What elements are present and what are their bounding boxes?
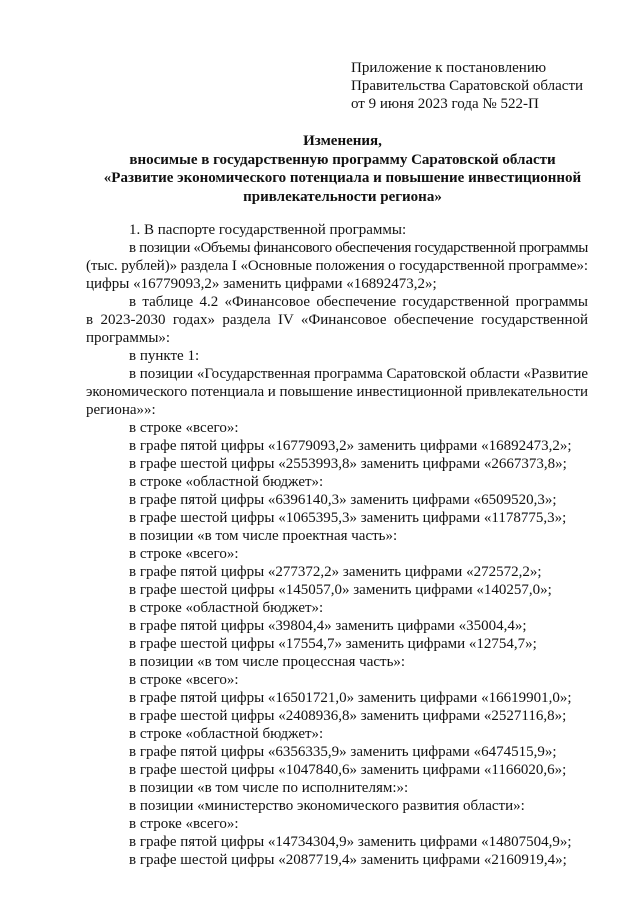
approval-line: Приложение к постановлению (351, 60, 547, 76)
approval-line: Правительства Саратовской области (351, 78, 584, 94)
text-line: в пункте 1: (129, 348, 200, 364)
title-line: «Развитие экономического потенциала и повышение инвестиционной (103, 170, 582, 186)
text-line: в строке «областной бюджет»: (129, 726, 324, 742)
text-line: в графе шестой цифры «2408936,8» заменить цифрами «2527116,8»; (129, 708, 567, 724)
title-line: привлекательности региона» (243, 188, 442, 205)
title-line: Изменения, (303, 133, 382, 149)
text-line: в графе шестой цифры «2553993,8» заменить цифрами «2667373,8»; (129, 456, 567, 472)
text-line: в строке «всего»: (129, 420, 239, 436)
text-line: в графе пятой цифры «16501721,0» заменить цифрами «16619901,0»; (129, 690, 572, 706)
text-line: в строке «областной бюджет»: (129, 600, 324, 616)
text-line: в графе пятой цифры «6356335,9» заменить цифрами «6474515,9»; (129, 744, 557, 760)
text-line: в позиции «Объемы финансового обеспечения государственной программы (129, 240, 588, 256)
text-line: в позиции «в том числе процессная часть»: (129, 654, 406, 670)
text-line: в графе пятой цифры «6396140,3» заменить цифрами «6509520,3»; (129, 492, 557, 508)
text-line: в графе пятой цифры «277372,2» заменить цифрами «272572,2»; (129, 564, 542, 580)
text-line: в таблице 4.2 «Финансовое обеспечение государственной программы (129, 294, 588, 310)
text-line: в позиции «министерство экономического развития области»: (129, 798, 525, 814)
text-line: в строке «областной бюджет»: (129, 474, 324, 490)
document-body (86, 221, 588, 869)
text-line: в графе шестой цифры «1047840,6» заменить цифрами «1166020,6»; (129, 762, 567, 778)
text-line: в графе пятой цифры «16779093,2» заменить цифрами «16892473,2»; (129, 438, 572, 454)
text-line: региона»»: (86, 402, 156, 418)
text-line: в 2023-2030 годах» раздела IV «Финансовое обеспечение государственной (86, 312, 588, 328)
text-line: в графе шестой цифры «145057,0» заменить цифрами «140257,0»; (129, 582, 552, 598)
text-line: в строке «всего»: (129, 546, 239, 562)
text-line: программы»: (86, 330, 171, 346)
text-line: 1. В паспорте государственной программы: (129, 222, 407, 238)
text-line: экономического потенциала и повышение инвестиционной привлекательности (86, 384, 588, 400)
title-line: вносимые в государственную программу Саратовской области (129, 151, 556, 168)
text-line: в графе пятой цифры «14734304,9» заменить цифрами «14807504,9»; (129, 834, 572, 850)
text-line: в графе шестой цифры «2087719,4» заменить цифрами «2160919,4»; (129, 852, 567, 868)
text-line: в строке «всего»: (129, 816, 239, 832)
text-line: цифры «16779093,2» заменить цифрами «16892473,2»; (86, 276, 437, 292)
approval-line: от 9 июня 2023 года № 522-П (351, 96, 539, 112)
text-line: в строке «всего»: (129, 672, 239, 688)
text-line: в позиции «в том числе по исполнителям:»: (129, 780, 409, 796)
text-line: в графе пятой цифры «39804,4» заменить цифрами «35004,4»; (129, 618, 527, 634)
approval-block (351, 59, 583, 113)
text-line: (тыс. рублей)» раздела I «Основные положения о государственной программе»: (86, 258, 588, 274)
text-line: в позиции «Государственная программа Саратовской области «Развитие (129, 366, 588, 382)
text-line: в позиции «в том числе проектная часть»: (129, 528, 398, 544)
text-line: в графе шестой цифры «17554,7» заменить цифрами «12754,7»; (129, 636, 537, 652)
text-line: в графе шестой цифры «1065395,3» заменить цифрами «1178775,3»; (129, 510, 567, 526)
document-title (70, 132, 615, 206)
